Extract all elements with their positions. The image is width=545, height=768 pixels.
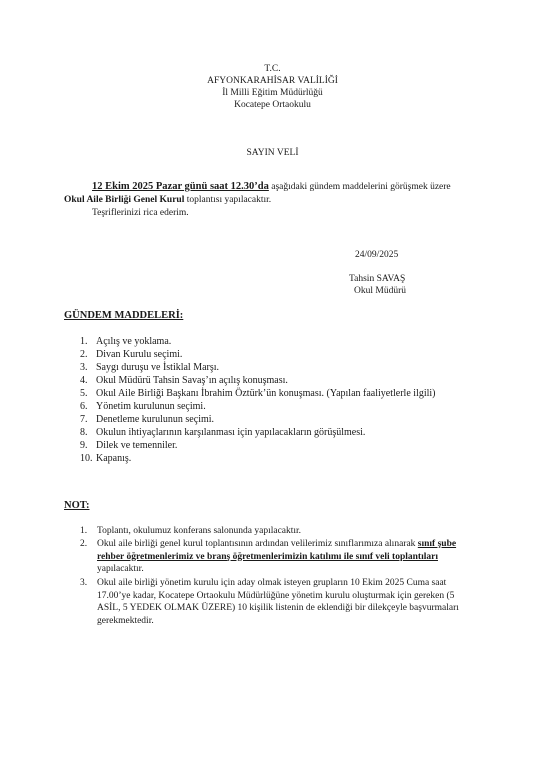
agenda-item: 6. Yönetim kurulunun seçimi.: [80, 401, 206, 412]
signature-date: 24/09/2025: [355, 250, 399, 260]
signature-title: Okul Müdürü: [354, 286, 406, 296]
agenda-item: 2. Divan Kurulu seçimi.: [80, 349, 183, 360]
intro-line-3: Teşriflerinizi rica ederim.: [92, 208, 189, 218]
agenda-item: 5. Okul Aile Birliği Başkanı İbrahim Öztürk’ün konuşması. (Yapılan faaliyetlerle ilgili): [80, 388, 436, 399]
agenda-item: 3. Saygı duruşu ve İstiklal Marşı.: [80, 362, 220, 373]
agenda-item: 8. Okulun ihtiyaçlarının karşılanması için yapılacakların görüşülmesi.: [80, 427, 366, 438]
agenda-item: 7. Denetleme kurulunun seçimi.: [80, 414, 215, 425]
intro-rest-2: toplantısı yapılacaktır.: [184, 195, 272, 205]
document-page: T.C. AFYONKARAHİSAR VALİLİĞİ İl Milli Eğitim Müdürlüğü Kocatepe Ortaokulu SAYIN VELİ 12 Ekim 2025 Pazar günü saat 12.30’da aşağıdaki gündem maddelerini görüşmek üzere Okul Aile Birliği Genel Kurul toplantısı yapılacaktır. Teşriflerinizi rica ederim. 24/09/2025 Tahsin SAVAŞ Okul Müdürü GÜNDEM MADDELERİ: 1. Açılış ve yoklama. 2. Divan Kurulu seçimi. 3. Saygı duruşu ve İstiklal Marşı. 4. Okul Müdürü Tahsin Savaş’ın açılış konuşması. 5. Okul Aile Birliği Başkanı İbrahim Öztürk’ün konuşması. (Yapılan faaliyetlerle ilgili) 6. Yönetim kurulunun seçimi. 7. Denetleme kurulunun seçimi. 8. Okulun ihtiyaçlarının karşılanması için yapılacakların görüşülmesi. 9. Dilek ve temenniler. 10. Kapanış. NOT: 1. Toplantı, okulumuz konferans salonunda yapılacaktır. 2. Okul aile birliği genel kurul toplantısının ardından velilerimiz sınıflarımıza alınarak sınıf şube rehber öğretmenlerimiz ve branş öğretmenlerimizin katılımı ile sınıf veli toplantıları yapılacaktır. 3. Okul aile birliği yönetim kurulu için aday olmak isteyen grupların 10 Ekim 2025 Cuma saat 17.00’ye kadar, Kocatepe Ortaokulu Müdürlüğüne yönetim kurulu oluşturmak için gereken (5 ASİL, 5 YEDEK OLMAK ÜZERE) 10 kişilik listenin de eklendiği bir dilekçeyle başvurmaları gerekmektedir.: [0, 0, 545, 768]
salutation: SAYIN VELİ: [246, 148, 299, 158]
agenda-item: 1. Açılış ve yoklama.: [80, 336, 172, 347]
notes-heading: NOT:: [64, 500, 90, 511]
agenda-item: 4. Okul Müdürü Tahsin Savaş’ın açılış konuşması.: [80, 375, 288, 386]
intro-line-1: [92, 181, 451, 193]
header-school: Kocatepe Ortaokulu: [234, 100, 311, 110]
signature-name: Tahsin SAVAŞ: [349, 274, 406, 284]
header-governorship: AFYONKARAHİSAR VALİLİĞİ: [207, 76, 338, 86]
agenda-heading: GÜNDEM MADDELERİ:: [64, 310, 184, 321]
agenda-item: 10. Kapanış.: [80, 453, 132, 464]
meeting-name: Okul Aile Birliği Genel Kurul: [64, 195, 185, 205]
header-directorate: İl Milli Eğitim Müdürlüğü: [222, 88, 323, 98]
intro-rest-1: aşağıdaki gündem maddelerini görüşmek üzere: [268, 182, 451, 192]
agenda-item: 9. Dilek ve temenniler.: [80, 440, 178, 451]
meeting-date-time: 12 Ekim 2025 Pazar günü saat 12.30’da: [92, 181, 269, 192]
note-emphasis: sınıf şube rehber öğretmenlerimiz ve branş öğretmenlerimizin katılımı ile sınıf veli toplantıları: [97, 539, 457, 562]
intro-line-2: [64, 194, 271, 206]
header-tc: T.C.: [264, 64, 281, 74]
